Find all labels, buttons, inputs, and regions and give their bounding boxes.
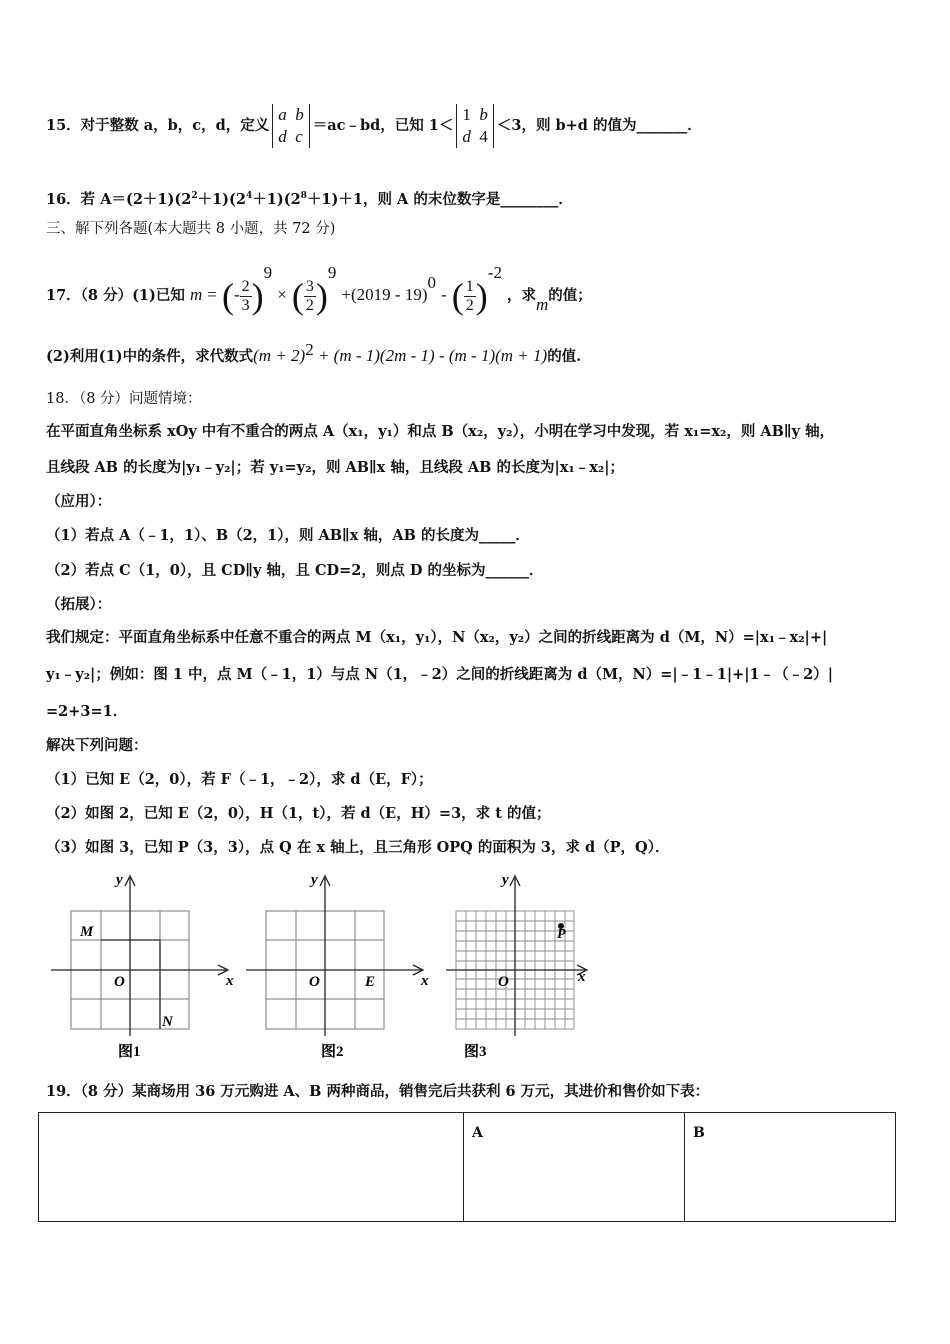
question-18-title: 18．（8 分）问题情境： bbox=[46, 391, 202, 407]
fig2-point-e: E bbox=[365, 974, 376, 990]
fig2-x-label: x bbox=[421, 973, 429, 989]
section-heading: 三、解下列各题(本大题共 8 小题，共 72 分) bbox=[46, 221, 336, 237]
table-header-b: B bbox=[685, 1113, 896, 1222]
figure-2 bbox=[243, 868, 438, 1060]
figure-1 bbox=[46, 868, 241, 1060]
question-19: 19．（8 分）某商场用 36 万元购进 A、B 两种商品，销售完后共获利 6 万元，其进价和售价如下表： bbox=[46, 1083, 710, 1100]
question-18-solve-1: （1）已知 E（2，0），若 F（﹣1，﹣2），求 d（E，F）； bbox=[46, 771, 433, 788]
question-18-line2: 且线段 AB 的长度为|y₁﹣y₂|；若 y₁=y₂，则 AB∥x 轴，且线段 AB 的长度为|x₁﹣x₂|； bbox=[46, 459, 625, 476]
fig2-y-label: y bbox=[311, 872, 318, 888]
table-row bbox=[39, 1113, 896, 1222]
fig1-point-n: N bbox=[162, 1014, 173, 1030]
fig2-origin: O bbox=[309, 974, 320, 990]
fig2-caption: 图2 bbox=[321, 1044, 344, 1060]
question-18-ext-1: 我们规定：平面直角坐标系中任意不重合的两点 M（x₁，y₁），N（x₂，y₂）之间的折线距离为 d（M，N）=|x₁﹣x₂|+| bbox=[46, 629, 828, 646]
question-18-ext-2: y₁﹣y₂|；例如：图 1 中，点 M（﹣1，1）与点 N（1，﹣2）之间的折线距离为 d（M，N）=|﹣1﹣1|+|1﹣（﹣2）| bbox=[46, 666, 834, 683]
fig1-point-m: M bbox=[80, 924, 94, 940]
question-18-ext-3: =2+3=1． bbox=[46, 703, 128, 720]
fraction-2-3: $\frac{2}{3}$ bbox=[241, 277, 250, 314]
fig1-origin: O bbox=[114, 974, 125, 990]
fig1-caption: 图1 bbox=[118, 1044, 141, 1060]
question-18-solve-2: （2）如图 2，已知 E（2，0），H（1，t），若 d（E，H）=3，求 t 的值； bbox=[46, 805, 551, 822]
fig3-y-label: y bbox=[502, 872, 509, 888]
determinant-condition: 1 b d 4 bbox=[456, 104, 494, 148]
question-17-part1: 17．（8 分）(1)已知 m = (- $\frac{2}{3}$ )$^9$ × ( $\frac{3}{2}$ )$^9$ +(2019 - 19)$^0$ - ( $\frac{1}{2}$ )$^{-2}$ ，求m的值； bbox=[46, 263, 592, 316]
question-18-app-1: （1）若点 A（﹣1，1）、B（2，1），则 AB∥x 轴，AB 的长度为_____． bbox=[46, 527, 530, 544]
fig3-origin: O bbox=[498, 974, 509, 990]
question-16: 16．若 $A=(2+1)(2^2+1)(2^4+1)(2^8+1)+1$，则 A 的末位数字是________． bbox=[46, 190, 573, 208]
fraction-1-2: $\frac{1}{2}$ bbox=[465, 277, 474, 314]
question-18-app-heading: （应用）： bbox=[46, 493, 112, 510]
question-18-app-2: （2）若点 C（1，0），且 CD∥y 轴，且 CD=2，则点 D 的坐标为______． bbox=[46, 562, 544, 579]
question-17-part2: (2)利用(1)中的条件，求代数式$(m + 2)^2 + (m - 1)(2m - 1) - (m - 1)(m + 1)$的值. bbox=[46, 340, 582, 365]
question-18-solve-3: （3）如图 3，已知 P（3，3），点 Q 在 x 轴上，且三角形 OPQ 的面积为 3，求 d（P，Q）． bbox=[46, 839, 670, 856]
figure-3 bbox=[440, 868, 600, 1060]
goods-table bbox=[38, 1112, 896, 1222]
fig1-y-label: y bbox=[116, 872, 123, 888]
question-15: 15．对于整数 a，b，c，d，定义 a b d c ＝ac﹣bd，已知 1＜ 1 b d 4 ＜3，则 b+d 的值为_______． bbox=[46, 105, 702, 146]
determinant-definition: a b d c bbox=[272, 104, 310, 148]
fraction-3-2: $\frac{3}{2}$ bbox=[305, 277, 314, 314]
table-cell-empty bbox=[39, 1113, 464, 1222]
fig1-x-label: x bbox=[226, 973, 234, 989]
fig3-caption: 图3 bbox=[464, 1044, 487, 1060]
table-header-a: A bbox=[464, 1113, 685, 1222]
question-18-solve-heading: 解决下列问题： bbox=[46, 737, 148, 754]
fig3-point-p: P bbox=[557, 927, 566, 942]
question-18-line1: 在平面直角坐标系 xOy 中有不重合的两点 A（x₁，y₁）和点 B（x₂，y₂），小明在学习中发现，若 x₁=x₂，则 AB∥y 轴， bbox=[46, 423, 835, 440]
fig3-x-label: x bbox=[578, 969, 586, 985]
question-18-ext-heading: （拓展）： bbox=[46, 596, 112, 613]
